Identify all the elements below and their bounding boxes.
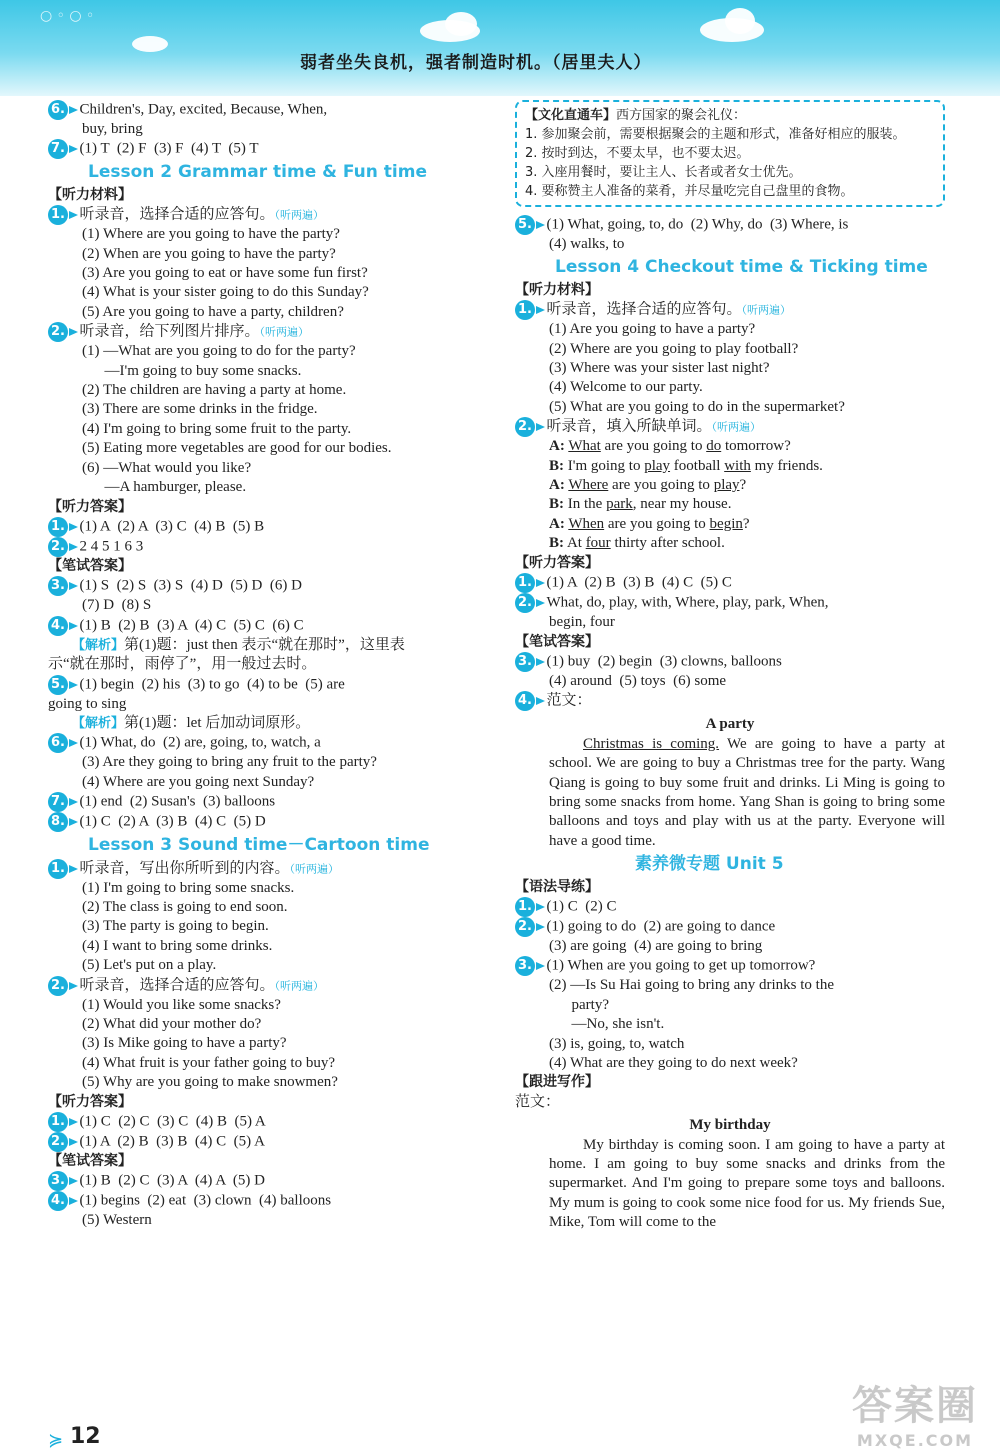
- line-text: (1) begin (2) his (3) to go (4) to be (5) are: [79, 675, 345, 692]
- question-number-badge: 2.: [515, 593, 535, 613]
- answer-line: [48, 1073, 468, 1092]
- dialog-text: my friends.: [750, 457, 823, 474]
- answer-line: [48, 1015, 468, 1034]
- line-text: (1) I'm going to bring some snacks.: [82, 879, 295, 896]
- filled-word: begin: [709, 515, 743, 532]
- line-text: —A hamburger, please.: [82, 479, 247, 496]
- question-number-badge: 8.: [48, 812, 68, 832]
- question-number-badge: 6.: [48, 733, 68, 753]
- line-text: (1) begins (2) eat (3) clown (4) balloons: [79, 1192, 332, 1209]
- answer-line: [515, 320, 945, 339]
- answer-line: [48, 1112, 468, 1132]
- section-heading: 【跟进写作】: [515, 1074, 599, 1091]
- page-number: 12: [70, 1424, 101, 1449]
- speaker-label: B:: [549, 535, 564, 552]
- line-text: (4) around (5) toys (6) some: [549, 672, 727, 689]
- filled-word: do: [706, 438, 722, 455]
- answer-line: [48, 139, 468, 159]
- answer-line: [48, 322, 468, 342]
- line-text: Children's, Day, excited, Because, When,: [79, 101, 328, 118]
- line-text: (2) When are you going to have the party?: [82, 245, 336, 262]
- dialog-line: [515, 476, 945, 495]
- question-number-badge: 2.: [515, 417, 535, 437]
- line-text: (1) end (2) Susan's (3) balloons: [79, 793, 276, 810]
- question-number-badge: 4.: [48, 616, 68, 636]
- line-text: (1) C (2) A (3) B (4) C (5) D: [79, 813, 266, 830]
- section-heading: 【听力答案】: [515, 554, 599, 571]
- section-heading: 【语法导练】: [515, 878, 599, 895]
- line-text: (4) I want to bring some drinks.: [82, 937, 273, 954]
- cultural-box: [515, 100, 945, 207]
- question-number-badge: 2.: [48, 1132, 68, 1152]
- question-number-badge: 2.: [515, 917, 535, 937]
- essay-underlined: Christmas is coming.: [583, 735, 720, 752]
- answer-line: [515, 417, 945, 437]
- essay-title: A party: [705, 716, 755, 733]
- speaker-label: B:: [549, 496, 564, 513]
- answer-line: [48, 675, 468, 695]
- question-number-badge: 1.: [48, 1112, 68, 1132]
- dialog-text: ?: [742, 515, 750, 532]
- question-number-badge: 3.: [515, 652, 535, 672]
- unit-title: 素养微专题 Unit 5: [635, 854, 784, 875]
- filled-word: When: [568, 515, 605, 532]
- question-number-badge: 3.: [48, 1171, 68, 1191]
- answer-line: [515, 672, 945, 691]
- question-number-badge: 7.: [48, 139, 68, 159]
- line-text: (1) When are you going to get up tomorrow?: [546, 957, 816, 974]
- filled-word: play: [713, 477, 740, 494]
- listen-twice-note: （听两遍）: [741, 303, 792, 317]
- answer-line: [515, 996, 945, 1015]
- question-number-badge: 4.: [48, 1191, 68, 1211]
- line-text: (5) Let's put on a play.: [82, 957, 217, 974]
- answer-line: [48, 956, 468, 975]
- question-number-badge: 5.: [515, 215, 535, 235]
- line-text: (4) I'm going to bring some fruit to the party.: [82, 420, 352, 437]
- page-number-decoration-icon: ≽: [48, 1430, 64, 1451]
- line-text: —I'm going to buy some snacks.: [82, 362, 302, 379]
- dialog-text: are you going to: [608, 477, 714, 494]
- speaker-label: B:: [549, 457, 564, 474]
- line-text: buy, bring: [82, 121, 143, 137]
- answer-line: [48, 792, 468, 812]
- dialog-text: ?: [739, 477, 747, 494]
- line-text: 范文：: [515, 1093, 561, 1110]
- line-text: (1) Where are you going to have the party?: [82, 226, 340, 243]
- line-text: (1) What, do (2) are, going, to, watch, a: [79, 734, 321, 751]
- question-number-badge: 1.: [515, 897, 535, 917]
- section-heading: 【听力材料】: [515, 281, 599, 298]
- answer-line: [48, 976, 468, 996]
- answer-line: [48, 812, 468, 832]
- question-number-badge: 1.: [48, 517, 68, 537]
- question-number-badge: 3.: [48, 576, 68, 596]
- line-text: (5) Why are you going to make snowmen?: [82, 1074, 338, 1091]
- line-text: (5) Are you going to have a party, children?: [82, 303, 344, 320]
- filled-word: Where: [568, 477, 609, 494]
- dialog-text: , near my house.: [632, 496, 732, 513]
- line-text: (3) are going (4) are going to bring: [549, 937, 763, 954]
- dialog-text: football: [670, 457, 725, 474]
- line-text: (4) What is your sister going to do this Sunday?: [82, 284, 369, 301]
- answer-line: [48, 917, 468, 936]
- line-text: 听录音，选择合适的应答句。: [79, 206, 275, 223]
- line-text: (1) B (2) C (3) A (4) A (5) D: [79, 1172, 265, 1189]
- section-heading: 【听力答案】: [48, 1093, 132, 1110]
- answer-line: [48, 616, 468, 636]
- line-text: 示“就在那时，雨停了”，用一般过去时。: [48, 656, 317, 673]
- answer-line: [48, 1034, 468, 1053]
- answer-line: [515, 652, 945, 672]
- line-text: (3) Where was your sister last night?: [549, 360, 770, 377]
- answer-line: [48, 459, 468, 478]
- line-text: 听录音，选择合适的应答句。: [546, 301, 742, 318]
- answer-line: [515, 300, 945, 320]
- line-text: (1) A (2) B (3) B (4) C (5) A: [79, 1133, 265, 1150]
- filled-word: with: [724, 457, 751, 474]
- page-header: [0, 0, 1000, 96]
- dialog-text: thirty after school.: [610, 535, 725, 552]
- dialog-text: At: [566, 535, 586, 552]
- answer-line: [515, 917, 945, 937]
- answer-line: [48, 898, 468, 917]
- line-text: (5) Western: [82, 1212, 152, 1229]
- dialog-line: [515, 457, 945, 476]
- line-text: (1) Are you going to have a party?: [549, 321, 756, 338]
- answer-line: [48, 362, 468, 381]
- answer-line: [48, 537, 468, 557]
- right-column: [515, 100, 945, 1233]
- analysis-label: 【解析】: [72, 637, 125, 653]
- answer-line: [48, 996, 468, 1015]
- answer-line: [515, 613, 945, 632]
- answer-line: [515, 359, 945, 378]
- lesson-heading: Lesson 2 Grammar time & Fun time: [88, 162, 428, 183]
- answer-line: [48, 714, 468, 733]
- answer-line: [48, 1191, 468, 1211]
- question-number-badge: 5.: [48, 675, 68, 695]
- listen-twice-note: （听两遍）: [274, 979, 325, 993]
- section-heading: 【听力答案】: [48, 498, 132, 515]
- answer-line: [48, 753, 468, 772]
- line-text: (1) What, going, to, do (2) Why, do (3) Where, is: [546, 216, 849, 233]
- dialog-text: are you going to: [604, 515, 710, 532]
- listen-twice-note: （听两遍）: [289, 862, 340, 875]
- answer-line: [515, 691, 945, 711]
- line-text: (1) —What are you going to do for the party?: [82, 343, 356, 360]
- dialog-text: are you going to: [600, 438, 707, 455]
- dialog-text: In the: [567, 496, 607, 513]
- line-text: (1) C (2) C (3) C (4) B (5) A: [79, 1113, 266, 1130]
- line-text: (4) Welcome to our party.: [549, 379, 703, 396]
- line-text: 第(1)题：just then 表示“就在那时”，这里表: [124, 636, 405, 653]
- line-text: (5) Eating more vegetables are good for our bodies.: [82, 440, 392, 457]
- line-text: (2) —Is Su Hai going to bring any drinks to the: [549, 977, 834, 994]
- watermark-cn: 答案圈: [852, 1383, 978, 1429]
- left-column: [48, 100, 468, 1231]
- line-text: (1) A (2) B (3) B (4) C (5) C: [546, 574, 732, 591]
- answer-line: [515, 956, 945, 976]
- answer-line: [48, 733, 468, 753]
- question-number-badge: 2.: [48, 322, 68, 342]
- line-text: going to sing: [48, 695, 127, 712]
- filled-word: play: [644, 457, 671, 474]
- answer-line: [48, 1132, 468, 1152]
- question-number-badge: 2.: [48, 537, 68, 557]
- right-block-1: [515, 215, 945, 437]
- line-text: —No, she isn't.: [549, 1016, 665, 1033]
- dialog-line: [515, 437, 945, 456]
- answer-line: [48, 400, 468, 419]
- answer-line: [48, 636, 468, 655]
- answer-line: [48, 695, 468, 714]
- dialog-block: [515, 437, 945, 553]
- line-text: 听录音，写出你所听到的内容。: [79, 860, 290, 876]
- line-text: (6) —What would you like?: [82, 459, 252, 476]
- speaker-label: A:: [549, 438, 565, 455]
- section-heading: 【笔试答案】: [48, 1153, 132, 1170]
- question-number-badge: 3.: [515, 956, 535, 976]
- answer-line: [515, 976, 945, 995]
- answer-line: [48, 1171, 468, 1191]
- answer-line: [48, 1054, 468, 1073]
- line-text: (1) T (2) F (3) F (4) T (5) T: [79, 140, 259, 157]
- line-text: (7) D (8) S: [82, 597, 152, 614]
- watermark: [852, 1374, 978, 1450]
- answer-line: [515, 1015, 945, 1034]
- dialog-text: tomorrow?: [721, 438, 791, 455]
- answer-line: [48, 655, 468, 674]
- line-text: (5) What are you going to do in the supermarket?: [549, 398, 845, 415]
- dialog-line: [515, 515, 945, 534]
- answer-line: [48, 205, 468, 225]
- answer-line: [48, 879, 468, 898]
- dialog-line: [515, 534, 945, 553]
- lesson-heading: Lesson 4 Checkout time & Ticking time: [555, 257, 928, 278]
- answer-line: [48, 596, 468, 615]
- line-text: What, do, play, with, Where, play, park, When,: [546, 594, 829, 611]
- line-text: (1) Would you like some snacks?: [82, 996, 281, 1013]
- answer-line: [515, 1093, 945, 1112]
- section-heading: 【笔试答案】: [48, 557, 132, 574]
- essay-body: My birthday is coming soon. I am going to have a party at home. I am going to buy some snacks and drinks from the supermarket. And I'm going to prepare some toys and balloons. My mum is going to cook some nice food for us. My friends Sue, Mike, Tom will come to the: [549, 1136, 945, 1231]
- answer-line: [48, 283, 468, 302]
- answer-line: [48, 420, 468, 439]
- answer-line: [48, 303, 468, 322]
- answer-line: [48, 439, 468, 458]
- question-number-badge: 1.: [515, 573, 535, 593]
- answer-line: [515, 378, 945, 397]
- line-text: (2) What did your mother do?: [82, 1016, 262, 1032]
- header-motto: 弱者坐失良机，强者制造时机。（居里夫人）: [300, 53, 652, 73]
- line-text: (3) There are some drinks in the fridge.: [82, 401, 318, 418]
- speaker-label: A:: [549, 477, 565, 494]
- question-number-badge: 1.: [48, 859, 68, 879]
- essay-title: My birthday: [689, 1117, 771, 1134]
- line-text: (1) B (2) B (3) A (4) C (5) C (6) C: [79, 617, 304, 634]
- cultural-line: 3. 入座用餐时，要让主人、长者或者女士优先。: [525, 165, 802, 180]
- line-text: 听录音，给下列图片排序。: [79, 323, 260, 340]
- line-text: (1) S (2) S (3) S (4) D (5) D (6) D: [79, 577, 302, 594]
- cultural-line: 1. 参加聚会前，需要根据聚会的主题和形式，准备好相应的服装。: [525, 127, 906, 142]
- answer-line: [515, 398, 945, 417]
- listen-twice-note: （听两遍）: [274, 208, 325, 222]
- answer-line: [48, 100, 468, 120]
- filled-word: four: [585, 535, 611, 552]
- answer-line: [515, 235, 945, 254]
- answer-line: [48, 937, 468, 956]
- essay-text: We are going to have a party at school. We are going to buy a Christmas tree for the party. Wang Qiang is going to buy some fruit and drinks. Li Ming is going to bring some snacks from home. Yang Shan is going to bring some balloons and toys and play with us at the party. Everyone will have a good time.: [549, 735, 945, 849]
- line-text: 2 4 5 1 6 3: [79, 538, 144, 555]
- answer-line: [515, 1035, 945, 1054]
- answer-line: [48, 225, 468, 244]
- essay-body: [515, 735, 945, 851]
- line-text: 听录音，填入所缺单词。: [546, 418, 712, 435]
- line-text: (2) The class is going to end soon.: [82, 898, 288, 915]
- line-text: begin, four: [549, 614, 615, 631]
- analysis-label: 【解析】: [72, 715, 125, 731]
- bubble-decoration-icon: ○ ◦ ○ ◦: [40, 8, 95, 24]
- right-block-3: [515, 878, 945, 1113]
- lesson-heading: Lesson 3 Sound time－Cartoon time: [88, 835, 430, 856]
- answer-line: [515, 593, 945, 613]
- answer-line: [515, 1054, 945, 1073]
- filled-word: What: [568, 438, 601, 455]
- answer-line: [48, 517, 468, 537]
- answer-line: [48, 859, 468, 879]
- cultural-line: 西方国家的聚会礼仪：: [616, 108, 747, 123]
- answer-line: [48, 342, 468, 361]
- line-text: (4) Where are you going next Sunday?: [82, 773, 315, 790]
- line-text: 听录音，选择合适的应答句。: [79, 977, 275, 994]
- answer-line: [48, 773, 468, 792]
- speaker-label: A:: [549, 515, 565, 532]
- cultural-title: 【文化直通车】: [525, 108, 617, 123]
- dialog-line: [515, 495, 945, 514]
- line-text: (4) What fruit is your father going to buy?: [82, 1054, 335, 1071]
- line-text: (1) going to do (2) are going to dance: [546, 918, 776, 935]
- answer-line: [515, 937, 945, 956]
- answer-line: [48, 120, 468, 139]
- listen-twice-note: （听两遍）: [711, 420, 762, 434]
- listen-twice-note: （听两遍）: [259, 325, 310, 339]
- answer-line: [48, 381, 468, 400]
- answer-line: [515, 573, 945, 593]
- question-number-badge: 6.: [48, 100, 68, 120]
- line-text: (4) walks, to: [549, 236, 625, 252]
- line-text: (2) The children are having a party at home.: [82, 382, 347, 399]
- answer-line: [48, 576, 468, 596]
- question-number-badge: 1.: [515, 300, 535, 320]
- question-number-badge: 4.: [515, 691, 535, 711]
- right-block-2: [515, 554, 945, 712]
- line-text: (3) Is Mike going to have a party?: [82, 1035, 287, 1052]
- section-heading: 【听力材料】: [48, 186, 132, 203]
- question-number-badge: 1.: [48, 205, 68, 225]
- line-text: (1) C (2) C: [546, 898, 617, 915]
- line-text: (1) A (2) A (3) C (4) B (5) B: [79, 518, 265, 535]
- cultural-line: 4. 要称赞主人准备的菜肴，并尽量吃完自己盘里的食物。: [525, 184, 854, 199]
- answer-line: [48, 245, 468, 264]
- dialog-text: I'm going to: [567, 457, 645, 474]
- line-text: (2) Where are you going to play football?: [549, 340, 799, 357]
- question-number-badge: 2.: [48, 976, 68, 996]
- line-text: 第(1)题：let 后加动词原形。: [124, 714, 311, 731]
- line-text: (3) is, going, to, watch: [549, 1035, 685, 1052]
- answer-line: [48, 478, 468, 497]
- line-text: (3) Are they going to bring any fruit to the party?: [82, 754, 377, 771]
- answer-line: [515, 340, 945, 359]
- line-text: (4) What are they going to do next week?: [549, 1055, 798, 1071]
- answer-line: [515, 897, 945, 917]
- section-heading: 【笔试答案】: [515, 633, 599, 650]
- answer-line: [48, 1211, 468, 1230]
- filled-word: park: [606, 496, 633, 513]
- line-text: party?: [549, 996, 609, 1013]
- watermark-en: MXQE.COM: [856, 1431, 974, 1450]
- line-text: (1) buy (2) begin (3) clowns, balloons: [546, 653, 782, 670]
- line-text: 范文：: [546, 692, 592, 709]
- line-text: (3) Are you going to eat or have some fun first?: [82, 265, 368, 282]
- cultural-line: 2. 按时到达，不要太早，也不要太迟。: [525, 146, 750, 161]
- answer-line: [48, 264, 468, 283]
- question-number-badge: 7.: [48, 792, 68, 812]
- answer-line: [515, 215, 945, 235]
- line-text: (3) The party is going to begin.: [82, 918, 269, 935]
